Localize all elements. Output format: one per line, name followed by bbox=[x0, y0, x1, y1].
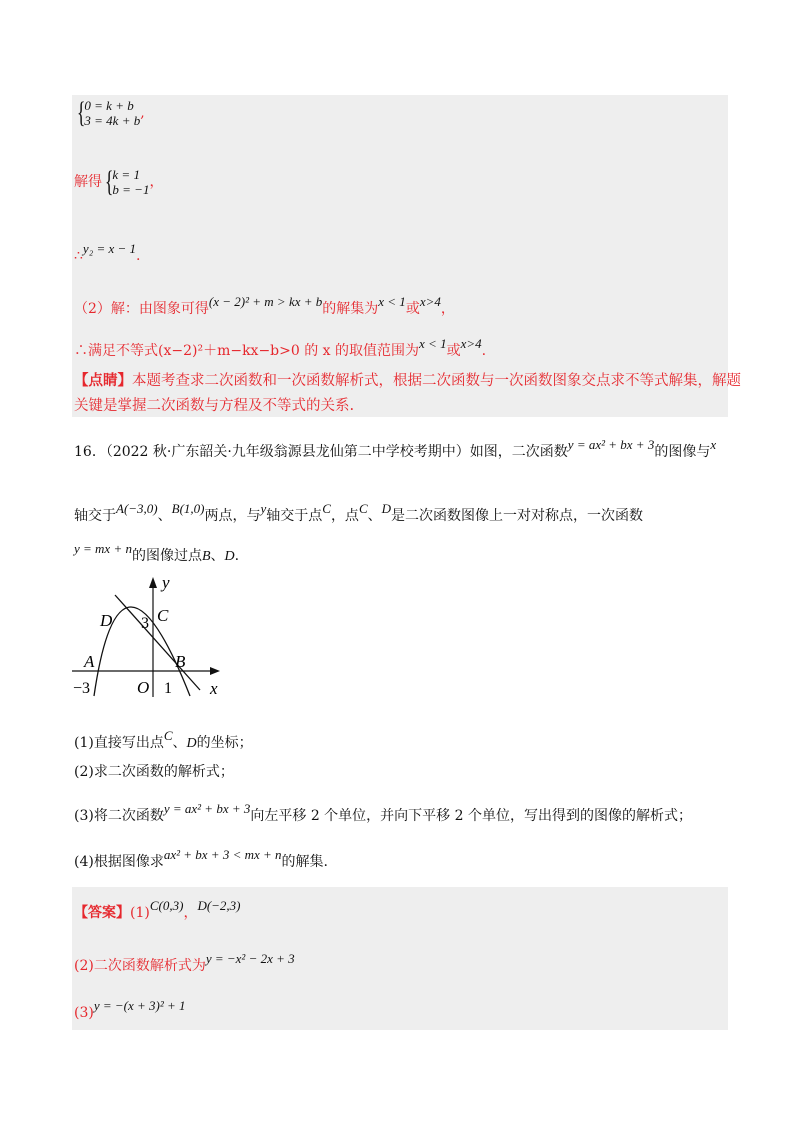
y2-equation: y₂ = x − 1 bbox=[82, 241, 137, 256]
y-axis-arrow bbox=[149, 577, 157, 588]
conclusion-text: ∴满足不等式(x−2)²＋m−kx−b>0 的 x 的取值范围为 bbox=[74, 343, 420, 359]
conclusion-x1: x < 1 bbox=[419, 336, 447, 351]
q16-text-d: ，点 bbox=[330, 508, 359, 524]
equation-system-1: {0 = k + b 3 = 4k + b, bbox=[76, 96, 145, 129]
q16-tail-3: . bbox=[234, 548, 240, 564]
point-C-2: C bbox=[358, 501, 368, 516]
sys1-row1: 0 = k + b bbox=[84, 98, 134, 113]
q16-sep-3: 、 bbox=[210, 548, 225, 564]
point-B: B(1,0) bbox=[171, 501, 205, 516]
answer-D: D(−2,3) bbox=[197, 898, 241, 913]
sys2-tail: ， bbox=[149, 174, 164, 190]
label-neg3: −3 bbox=[73, 680, 91, 697]
answer-3-label: (3) bbox=[74, 1005, 94, 1021]
point-D-ref: D bbox=[224, 549, 235, 564]
q16-line-2 bbox=[74, 501, 643, 525]
label-3: 3 bbox=[141, 615, 149, 632]
q16-text-e: 是二次函数图像上一对对称点，一次函数 bbox=[391, 508, 643, 524]
q16-tail: 的图像与 bbox=[654, 444, 711, 460]
comment-tag: 【点睛】 bbox=[74, 372, 132, 389]
y2-tail: . bbox=[136, 248, 141, 264]
part2-x1: x < 1 bbox=[378, 294, 406, 309]
part3-text-a: (3)将二次函数 bbox=[74, 808, 164, 824]
part3-question bbox=[74, 801, 692, 825]
answer-line-2 bbox=[74, 951, 295, 975]
q16-line-3 bbox=[74, 541, 240, 566]
y2-line bbox=[74, 241, 141, 265]
q16-intro: 16．（2022 秋·广东韶关·九年级翁源县龙仙第二中学校考期中）如图，二次函数 bbox=[74, 444, 568, 460]
therefore-sign: ∴ bbox=[74, 248, 83, 264]
part1-text-b: 的坐标； bbox=[196, 735, 253, 751]
answer-2-label: (2)二次函数解析式为 bbox=[74, 958, 206, 974]
q16-y-var: y bbox=[260, 501, 267, 516]
q16-text-a: 轴交于 bbox=[74, 508, 116, 524]
label-1: 1 bbox=[164, 680, 172, 697]
sys1-tail: , bbox=[140, 105, 145, 121]
q16-text-f: 的图像过点 bbox=[131, 548, 202, 564]
part1-D: D bbox=[186, 736, 197, 751]
part2-mid: 的解集为 bbox=[322, 301, 379, 317]
q16-text-c: 轴交于点 bbox=[266, 508, 323, 524]
answer-2-formula: y = −x² − 2x + 3 bbox=[205, 951, 295, 966]
conclusion-line bbox=[74, 336, 487, 360]
label-A: A bbox=[84, 652, 95, 671]
point-C: C bbox=[322, 501, 331, 516]
answer-line-1 bbox=[74, 898, 241, 922]
label-C: C bbox=[157, 606, 169, 625]
part2-or: 或 bbox=[405, 301, 420, 317]
solve-label: 解得 bbox=[74, 174, 102, 190]
q16-sep: 、 bbox=[157, 508, 172, 524]
answer-tag: 【答案】 bbox=[74, 905, 130, 921]
comment-line-2 bbox=[74, 397, 354, 415]
label-x: x bbox=[210, 679, 218, 698]
part2-tail: ， bbox=[440, 301, 455, 317]
part4-question bbox=[74, 847, 328, 871]
sys2-row1: k = 1 bbox=[112, 167, 140, 182]
answer-line-3 bbox=[74, 998, 186, 1022]
q16-line-1 bbox=[74, 437, 717, 461]
label-B: B bbox=[175, 652, 186, 671]
part1-text-a: (1)直接写出点 bbox=[74, 735, 164, 751]
part1-C: C bbox=[163, 728, 173, 743]
part2-inequality: (x − 2)² + m > kx + b bbox=[208, 294, 323, 309]
sys2-row2: b = −1 bbox=[112, 182, 150, 197]
conclusion-or: 或 bbox=[446, 343, 461, 359]
part3-formula: y = ax² + bx + 3 bbox=[163, 801, 251, 816]
q16-function: y = ax² + bx + 3 bbox=[567, 437, 655, 452]
part2-text: (2)求二次函数的解析式； bbox=[74, 764, 234, 780]
solution-block-prev bbox=[72, 95, 728, 417]
part4-text-b: 的解集. bbox=[281, 854, 328, 870]
label-D: D bbox=[100, 611, 113, 630]
point-B-ref: B bbox=[201, 549, 211, 564]
part2-line bbox=[74, 294, 455, 318]
conclusion-x2: x>4 bbox=[460, 336, 482, 351]
linear-function: y = mx + n bbox=[74, 541, 132, 556]
x-axis-arrow bbox=[210, 667, 220, 675]
comment-text-2: 关键是掌握二次函数与方程及不等式的关系. bbox=[74, 398, 355, 414]
answer-C: C(0,3) bbox=[149, 898, 184, 913]
conclusion-tail: . bbox=[481, 343, 487, 359]
comment-text-1: 本题考查求二次函数和一次函数解析式，根据二次函数与一次函数图象交点求不等式解集，解题 bbox=[132, 373, 741, 389]
part2-question bbox=[74, 763, 234, 781]
sys1-row2: 3 = 4k + b bbox=[84, 113, 141, 128]
solve-line: 解得{k = 1 b = −1， bbox=[74, 165, 164, 198]
part4-formula: ax² + bx + 3 < mx + n bbox=[163, 847, 282, 862]
label-O: O bbox=[137, 678, 150, 697]
part1-sep: 、 bbox=[172, 735, 187, 751]
part1-question bbox=[74, 728, 253, 753]
part2-x2: x>4 bbox=[419, 294, 441, 309]
function-graph bbox=[70, 570, 240, 700]
q16-sep-2: 、 bbox=[367, 508, 382, 524]
comment-line-1 bbox=[74, 372, 741, 390]
answer-3-formula: y = −(x + 3)² + 1 bbox=[93, 998, 186, 1013]
point-D: D bbox=[381, 501, 391, 516]
part2-text: （2）解：由图象可得 bbox=[74, 301, 209, 317]
point-A: A(−3,0) bbox=[116, 501, 158, 516]
q16-x-var: x bbox=[710, 437, 717, 452]
part3-text-b: 向左平移 2 个单位，并向下平移 2 个单位，写出得到的图像的解析式； bbox=[250, 808, 692, 824]
part4-text-a: (4)根据图像求 bbox=[74, 854, 164, 870]
label-y: y bbox=[162, 573, 170, 592]
answer-sep: ， bbox=[183, 905, 198, 921]
answer-1-label: (1) bbox=[130, 905, 150, 921]
q16-text-b: 两点，与 bbox=[204, 508, 261, 524]
